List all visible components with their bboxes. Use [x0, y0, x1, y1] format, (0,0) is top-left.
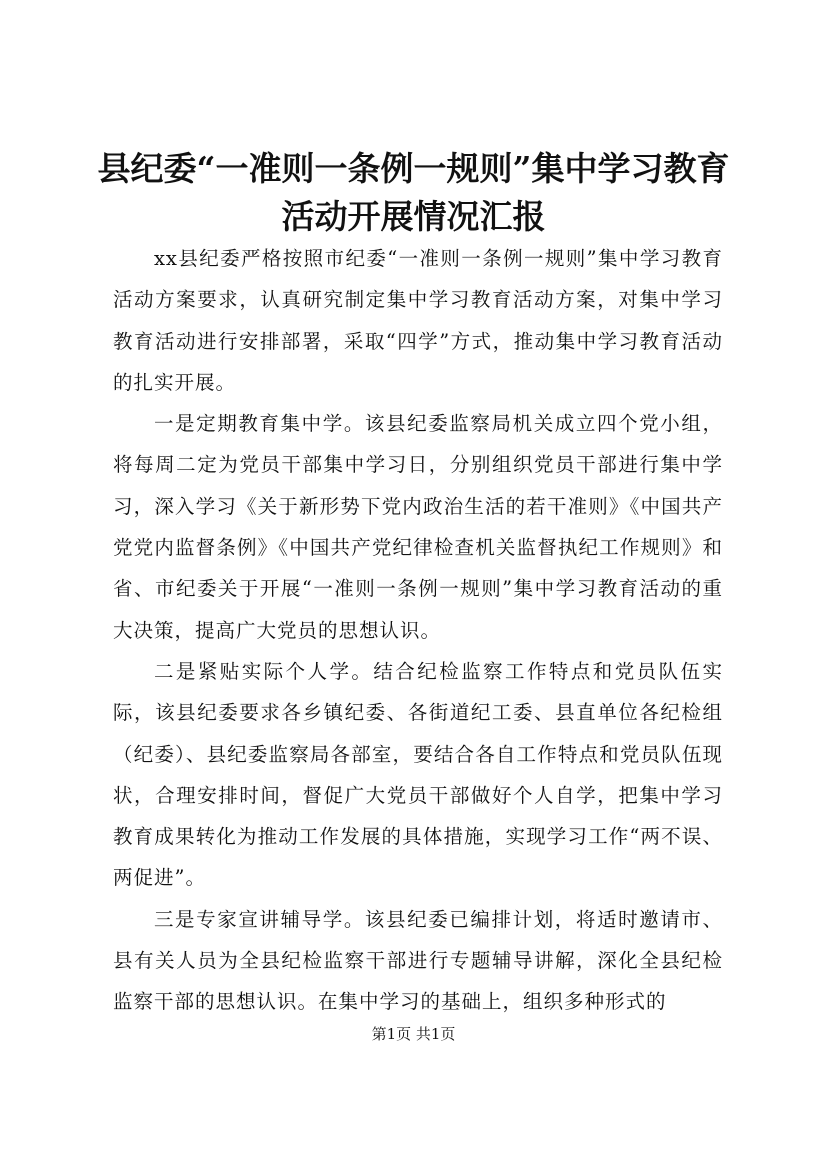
paragraph-point-1: 一是定期教育集中学。该县纪委监察局机关成立四个党小组，将每周二定为党员干部集中学习日，分别组织党员干部进行集中学习，深入学习《关于新形势下党内政治生活的若干准则》《中国共产党党内监督条例》《中国共产党纪律检查机关监督执纪工作规则》和省、市纪委关于开展“一准则一条例一规则”集中学习教育活动的重大决策，提高广大党员的思想认识。: [113, 412, 723, 642]
paragraph-intro: xx县纪委严格按照市纪委“一准则一条例一规则”集中学习教育活动方案要求，认真研究制定集中学习教育活动方案，对集中学习教育活动进行安排部署，采取“四学”方式，推动集中学习教育活动的扎实开展。: [113, 247, 723, 394]
document-title: [90, 145, 737, 241]
title-line-2: 活动开展情况汇报: [281, 197, 546, 236]
page-footer: 第1页 共1页: [371, 1025, 456, 1043]
paragraph-point-3: 三是专家宣讲辅导学。该县纪委已编排计划，将适时邀请市、县有关人员为全县纪检监察干部进行专题辅导讲解，深化全县纪检监察干部的思想认识。在集中学习的基础上，组织多种形式的: [113, 907, 723, 1014]
paragraph-point-2: 二是紧贴实际个人学。结合纪检监察工作特点和党员队伍实际，该县纪委要求各乡镇纪委、各街道纪工委、县直单位各纪检组（纪委）、县纪委监察局各部室，要结合各自工作特点和党员队伍现状，合理安排时间，督促广大党员干部做好个人自学，把集中学习教育成果转化为推动工作发展的具体措施，实现学习工作“两不误、两促进”。: [113, 659, 723, 890]
title-line-1: 县纪委“一准则一条例一规则”集中学习教育: [97, 149, 730, 188]
document-body: [113, 238, 723, 1023]
